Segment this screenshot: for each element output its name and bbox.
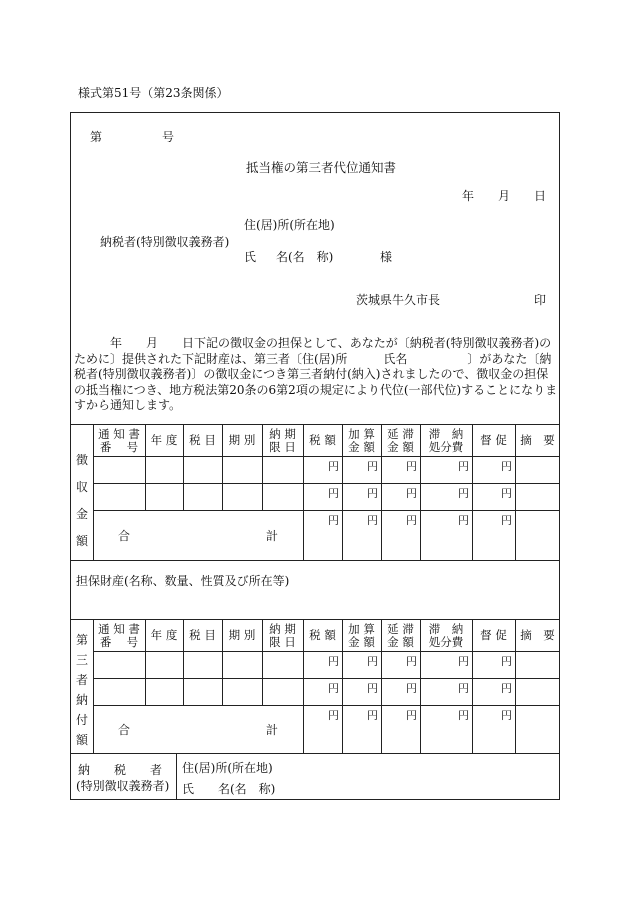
table1-header-bottom (93, 456, 560, 457)
table2-header-bottom (93, 651, 560, 652)
hdr-arrears (420, 428, 472, 454)
date-month: 月 (498, 189, 511, 203)
yen-mark: 円 (406, 655, 417, 668)
issuer-seal: 印 (534, 293, 547, 307)
hdr-due-2: 限 日 (269, 440, 296, 454)
footer-taxpayer-2: (特別徴収義務者) (76, 779, 170, 793)
hdr-additional (342, 428, 381, 454)
total-right: 計 (266, 529, 279, 543)
notice-text: 年 月 日下記の徴収金の担保として、あなたが〔納税者(特別徴収義務者)のために〕提供された下記財産は、第三者〔住(居)所 氏名 〕があなた〔納税者(特別徴収義務者)〕の徴収金につき第三者納付(納入)されましたので、徴収金の担保の抵当権につき、地方税法第20条の6第2項の規定により代位(一部代位)することになりますから通知します。 (74, 336, 558, 412)
yen-mark: 円 (367, 514, 378, 527)
hdr-fiscal-year: 年 度 (150, 433, 178, 447)
hdr-arrears (420, 623, 472, 649)
table2-bottom-border (70, 753, 560, 754)
addressee-name-label-2: 名(名 称) (276, 250, 334, 264)
yen-mark: 円 (328, 655, 339, 668)
yen-mark: 円 (501, 709, 512, 722)
yen-mark: 円 (367, 682, 378, 695)
hdr-notice-no-1: 通 知 書 (98, 622, 140, 636)
yen-mark: 円 (367, 487, 378, 500)
hdr-notice-no-1: 通 知 書 (98, 427, 140, 441)
yen-mark: 円 (458, 514, 469, 527)
yen-mark: 円 (406, 682, 417, 695)
date-year: 年 (462, 189, 475, 203)
footer-name-label: 氏 名(名 称) (182, 782, 276, 796)
table1-top-border (70, 424, 560, 425)
section2-label-char: 第 (75, 633, 88, 647)
table2-row1-bottom (93, 678, 560, 679)
yen-mark: 円 (367, 709, 378, 722)
section2-label-char: 者 (75, 673, 88, 687)
yen-mark: 円 (406, 514, 417, 527)
hdr-notice-no-2: 番 号 (99, 440, 139, 454)
addressee-name-label-1: 氏 (244, 250, 257, 264)
section1-label-char: 徴 (75, 453, 88, 467)
yen-mark: 円 (328, 487, 339, 500)
hdr-tax-item: 税 目 (189, 433, 216, 447)
yen-mark: 円 (458, 709, 469, 722)
section2-label (74, 630, 90, 750)
hdr-delay-1: 延 滞 (387, 622, 414, 636)
table2-top-border (70, 619, 560, 620)
table1-row1-bottom (93, 483, 560, 484)
total-left: 合 (118, 529, 131, 543)
hdr-notice-no (93, 428, 145, 454)
yen-mark: 円 (458, 655, 469, 668)
hdr-arrears-1: 滞 納 (428, 622, 464, 636)
hdr-delay-2: 金 額 (387, 635, 414, 649)
total-left: 合 (118, 723, 131, 737)
issuer-name: 茨城県牛久市長 (356, 293, 441, 307)
hdr-notice-no (93, 623, 145, 649)
hdr-arrears-2: 処分費 (428, 635, 464, 649)
hdr-arrears-1: 滞 納 (428, 427, 464, 441)
addressee-address-label: 住(居)所(所在地) (244, 218, 335, 232)
date-day: 日 (534, 189, 547, 203)
yen-mark: 円 (406, 487, 417, 500)
addressee-taxpayer-label: 納税者(特別徴収義務者) (100, 235, 230, 249)
hdr-delay (381, 428, 420, 454)
yen-mark: 円 (328, 460, 339, 473)
yen-mark: 円 (501, 487, 512, 500)
yen-mark: 円 (367, 460, 378, 473)
hdr-tax-amount: 税 額 (309, 628, 336, 642)
footer-taxpayer-1: 納 税 者 (78, 763, 163, 777)
footer-divider (176, 753, 177, 800)
hdr-delay-2: 金 額 (387, 440, 414, 454)
hdr-add-1: 加 算 (348, 427, 375, 441)
hdr-period: 期 別 (228, 433, 256, 447)
hdr-tax-item: 税 目 (189, 628, 216, 642)
document-title: 抵当権の第三者代位通知書 (246, 160, 397, 175)
section2-label-char: 三 (75, 653, 88, 667)
yen-mark: 円 (501, 460, 512, 473)
hdr-notice-no-2: 番 号 (99, 635, 139, 649)
hdr-delay-1: 延 滞 (387, 427, 414, 441)
hdr-additional (342, 623, 381, 649)
section2-label-char: 額 (75, 733, 88, 747)
hdr-remarks: 摘 要 (520, 433, 555, 447)
section1-label-char: 金 (75, 507, 88, 521)
hdr-add-2: 金 額 (348, 440, 375, 454)
yen-mark: 円 (406, 709, 417, 722)
section2-label-char: 付 (75, 713, 88, 727)
yen-mark: 円 (501, 682, 512, 695)
total-right: 計 (266, 723, 279, 737)
footer-address-label: 住(居)所(所在地) (182, 761, 273, 775)
hdr-tax-amount: 税 額 (309, 433, 336, 447)
yen-mark: 円 (458, 460, 469, 473)
table2-row2-bottom (93, 705, 560, 706)
hdr-delay (381, 623, 420, 649)
addressee-honorific: 様 (380, 250, 393, 264)
hdr-due-date (262, 428, 303, 454)
table1-bottom-border (70, 560, 560, 561)
yen-mark: 円 (328, 709, 339, 722)
section2-label-char: 納 (75, 693, 88, 707)
hdr-due-1: 納 期 (269, 427, 296, 441)
number-dai: 第 (90, 130, 103, 144)
hdr-add-2: 金 額 (348, 635, 375, 649)
number-go: 号 (162, 130, 175, 144)
section1-label-char: 収 (75, 480, 88, 494)
hdr-due-2: 限 日 (269, 635, 296, 649)
section1-label-char: 額 (75, 534, 88, 548)
hdr-remarks: 摘 要 (520, 628, 555, 642)
form-number-label: 様式第51号（第23条関係） (78, 86, 229, 100)
hdr-due-1: 納 期 (269, 622, 296, 636)
hdr-demand: 督 促 (480, 433, 507, 447)
hdr-period: 期 別 (228, 628, 256, 642)
yen-mark: 円 (328, 682, 339, 695)
hdr-arrears-2: 処分費 (428, 440, 464, 454)
table1-row2-bottom (93, 510, 560, 511)
section1-label (74, 447, 90, 555)
yen-mark: 円 (328, 514, 339, 527)
hdr-demand: 督 促 (480, 628, 507, 642)
yen-mark: 円 (458, 487, 469, 500)
yen-mark: 円 (406, 460, 417, 473)
yen-mark: 円 (458, 682, 469, 695)
hdr-fiscal-year: 年 度 (150, 628, 178, 642)
hdr-due-date (262, 623, 303, 649)
collateral-label: 担保財産(名称、数量、性質及び所在等) (76, 574, 290, 588)
yen-mark: 円 (367, 655, 378, 668)
yen-mark: 円 (501, 655, 512, 668)
hdr-add-1: 加 算 (348, 622, 375, 636)
yen-mark: 円 (501, 514, 512, 527)
